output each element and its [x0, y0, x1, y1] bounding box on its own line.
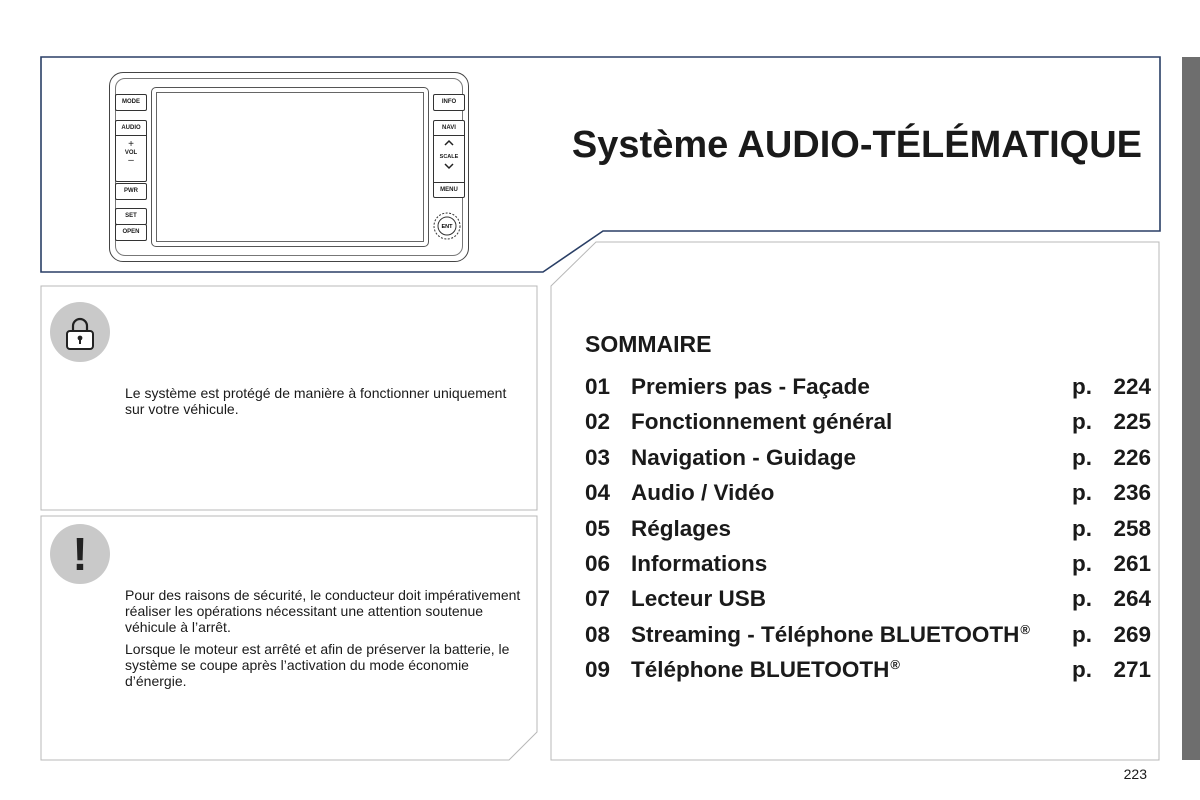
toc-entry-title — [631, 516, 731, 542]
device-screen — [156, 92, 424, 242]
toc-entry-title — [631, 445, 856, 471]
toc-entry[interactable] — [585, 512, 1151, 547]
chapter-side-tab — [1182, 57, 1200, 760]
toc-entry-title-text: Audio / Vidéo — [631, 480, 775, 506]
exclamation-icon: ! — [72, 528, 88, 580]
toc-entry-number: 08 — [585, 621, 611, 647]
page-number: 223 — [1123, 766, 1147, 782]
toc-entry-page: 269 — [1113, 621, 1151, 647]
toc-entry[interactable] — [585, 653, 1151, 688]
panel-warning-paragraph-2: Lorsque le moteur est arrêté et afin de préserver la batterie, le système se coupe après l’activation du mode économie d’énergie. — [125, 641, 510, 689]
toc-entry-number: 07 — [585, 586, 611, 612]
toc-entry[interactable] — [585, 582, 1151, 617]
toc-entry[interactable] — [585, 370, 1151, 405]
open-button[interactable]: OPEN — [115, 224, 147, 241]
toc-entry-page: 258 — [1113, 515, 1151, 541]
toc-entry-page-prefix: p. — [1072, 621, 1092, 647]
toc-entry-title-text: Réglages — [631, 515, 732, 541]
toc-entry-page: 224 — [1113, 374, 1151, 399]
toc-entry-page-prefix: p. — [1072, 515, 1092, 541]
toc-entry-number: 09 — [585, 657, 611, 683]
toc-entry-title — [631, 657, 900, 683]
toc-entry-title-text: Fonctionnement général — [631, 409, 893, 435]
toc-entry[interactable] — [585, 476, 1151, 511]
toc-entry-title-text: Streaming - Téléphone BLUETOOTH — [631, 621, 1020, 647]
exclamation-icon-badge — [50, 524, 110, 584]
toc-entry-number: 03 — [585, 444, 611, 470]
ent-label: ENT — [441, 224, 453, 230]
toc-entry-title-text: Premiers pas - Façade — [631, 374, 870, 399]
toc-entry-page: 236 — [1113, 480, 1151, 506]
toc-entry-title — [631, 622, 1030, 648]
panel-security-paragraph: Le système est protégé de manière à fonctionner uniquement sur votre véhicule. — [125, 385, 507, 417]
toc-heading: SOMMAIRE — [585, 331, 712, 357]
navi-button[interactable]: NAVI — [434, 121, 464, 136]
toc-entry-title — [631, 374, 870, 400]
toc-entry-page-prefix: p. — [1072, 374, 1092, 399]
ent-knob-icon[interactable] — [432, 211, 462, 241]
toc-entry-title — [631, 480, 774, 506]
toc-entry-title — [631, 409, 892, 435]
scale-label: SCALE — [439, 154, 459, 160]
toc-entry-page: 271 — [1113, 657, 1151, 683]
set-button[interactable]: SET — [115, 208, 147, 225]
toc-entry-page-prefix: p. — [1072, 657, 1092, 683]
padlock-icon — [50, 302, 110, 362]
toc-entry-page-prefix: p. — [1072, 586, 1092, 612]
toc-list — [585, 370, 1151, 689]
padlock-icon-badge — [50, 302, 110, 362]
toc-entry-page-prefix: p. — [1072, 409, 1092, 435]
toc-entry-page-prefix: p. — [1072, 480, 1092, 506]
mode-button[interactable]: MODE — [115, 94, 147, 111]
toc-entry[interactable] — [585, 405, 1151, 440]
toc-entry[interactable] — [585, 618, 1151, 653]
radio-device-illustration — [109, 72, 469, 262]
panel-warning-text — [125, 587, 525, 695]
toc-entry-title-text: Téléphone BLUETOOTH — [631, 657, 890, 683]
toc-entry-page: 226 — [1113, 444, 1151, 470]
device-screen-frame — [151, 87, 429, 247]
toc-entry-title — [631, 586, 766, 612]
toc-entry[interactable] — [585, 441, 1151, 476]
toc-entry-number: 04 — [585, 480, 611, 506]
vol-plus-button[interactable]: + — [128, 139, 134, 150]
toc-entry-title-text: Navigation - Guidage — [631, 444, 857, 470]
panel-warning-paragraph-1: Pour des raisons de sécurité, le conducteur doit impérativement réaliser les opérations nécessitant une attention soutenue véhicule à l’arrêt. — [125, 587, 521, 635]
toc-entry-title — [631, 551, 767, 577]
registered-mark: ® — [1020, 621, 1030, 637]
menu-button[interactable]: MENU — [434, 182, 464, 197]
panel-security-text — [125, 385, 515, 423]
registered-mark: ® — [890, 657, 900, 673]
toc-entry-page: 225 — [1113, 409, 1151, 435]
vol-minus-button[interactable]: – — [128, 155, 134, 166]
pwr-button[interactable]: PWR — [115, 183, 147, 200]
scale-down-icon[interactable] — [434, 161, 464, 173]
navi-scale-group — [433, 120, 465, 198]
audio-vol-group — [115, 120, 147, 182]
toc-entry-number: 01 — [585, 374, 611, 399]
toc-entry-number: 05 — [585, 515, 611, 541]
info-button[interactable]: INFO — [433, 94, 465, 111]
toc-entry-title-text: Informations — [631, 550, 768, 576]
toc-entry-page-prefix: p. — [1072, 550, 1092, 576]
vol-label: VOL — [124, 150, 138, 156]
toc-entry-page: 264 — [1113, 586, 1151, 612]
toc-entry-number: 02 — [585, 409, 611, 435]
toc-entry-number: 06 — [585, 550, 611, 576]
toc-entry[interactable] — [585, 547, 1151, 582]
toc-entry-page-prefix: p. — [1072, 444, 1092, 470]
page-title: Système AUDIO-TÉLÉMATIQUE — [571, 124, 1142, 166]
toc-entry-page: 261 — [1113, 550, 1151, 576]
toc-entry-title-text: Lecteur USB — [631, 586, 767, 612]
scale-up-icon[interactable] — [434, 137, 464, 149]
audio-button[interactable]: AUDIO — [116, 121, 146, 136]
